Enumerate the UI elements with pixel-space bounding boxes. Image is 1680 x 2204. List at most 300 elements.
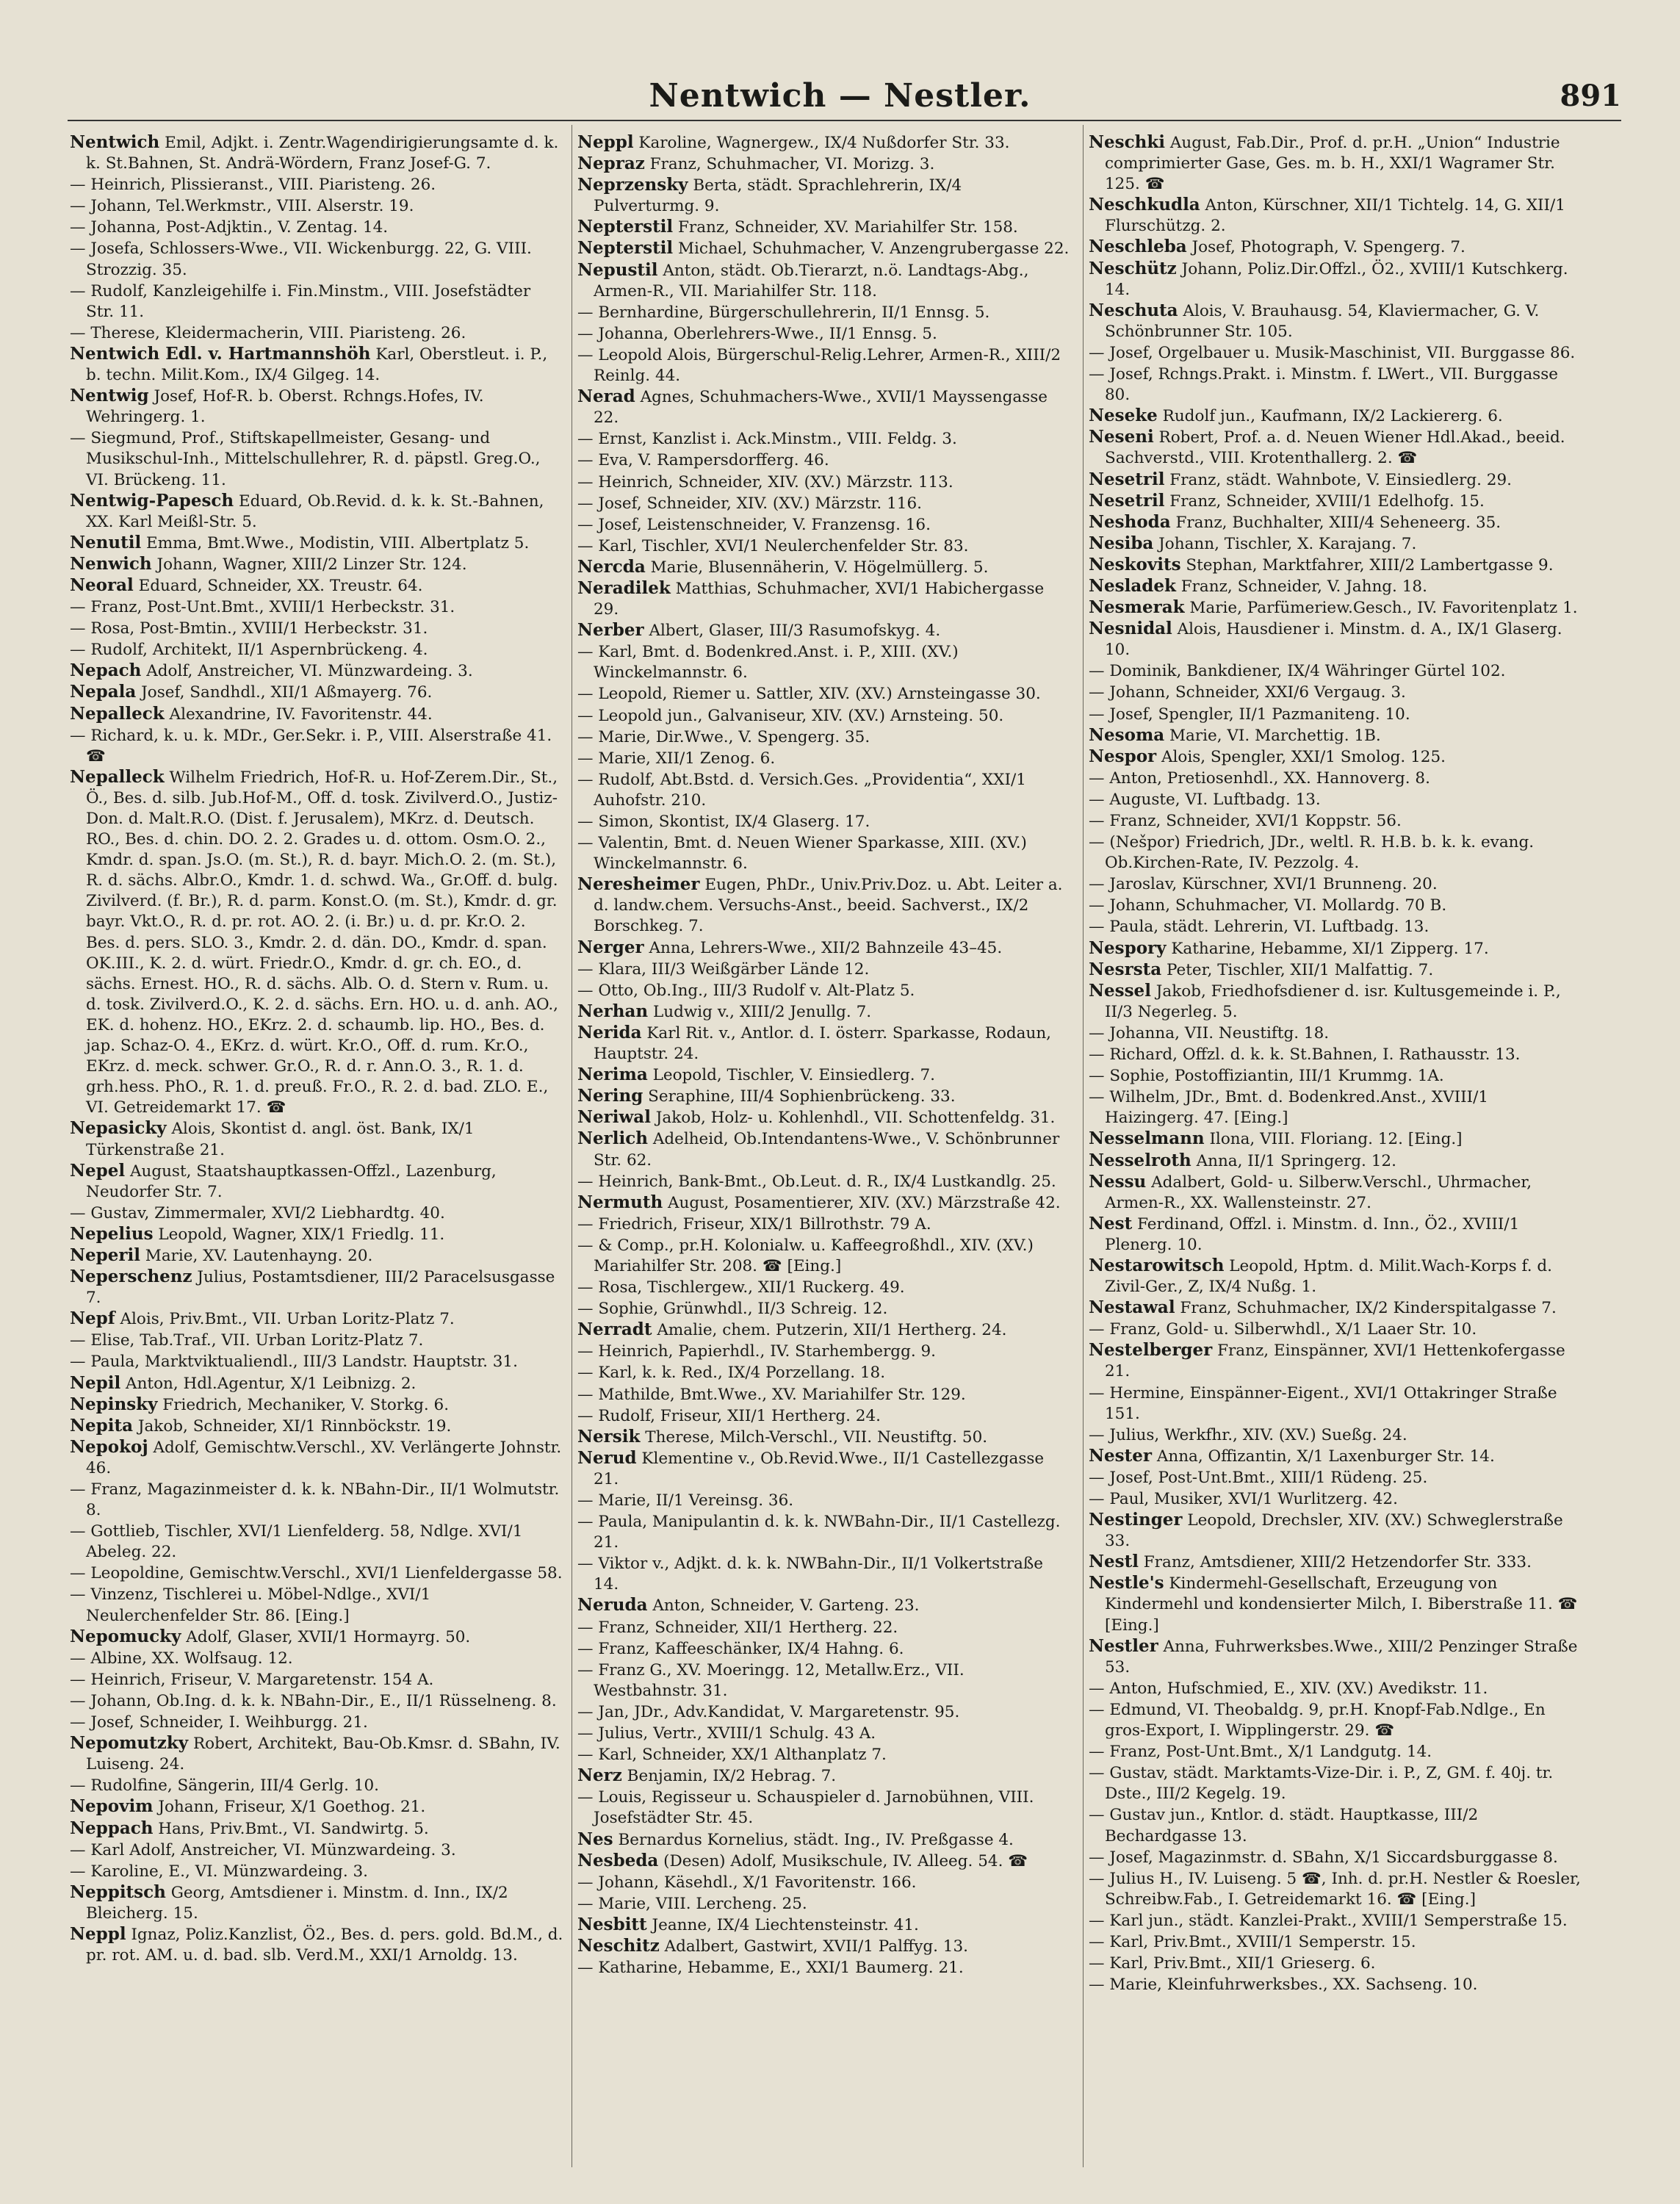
entry-details: Franz, Buchhalter, XIII/4 Seheneerg. 35. — [1170, 513, 1501, 532]
directory-entry — [70, 533, 563, 554]
directory-entry — [1089, 1023, 1582, 1044]
entry-surname: Nessel — [1089, 980, 1151, 1001]
directory-entry — [70, 1245, 563, 1267]
entry-details: Klementine v., Ob.Revid.Wwe., II/1 Castellezgasse 21. — [594, 1449, 1045, 1488]
entry-details: Johann, Friseur, X/1 Goethog. 21. — [153, 1798, 426, 1817]
entry-details: Friedrich, Mechaniker, V. Storkg. 6. — [157, 1395, 450, 1414]
directory-entry — [577, 1235, 1071, 1277]
directory-entry — [577, 832, 1071, 874]
directory-entry — [70, 491, 563, 533]
directory-entry — [70, 217, 563, 238]
directory-entry — [577, 683, 1071, 705]
directory-entry — [1089, 576, 1582, 597]
directory-entry — [70, 575, 563, 597]
entry-surname: Neskovits — [1089, 554, 1181, 575]
directory-entry — [577, 1723, 1071, 1744]
directory-column-3 — [1089, 132, 1582, 1995]
entry-details: — Paula, Manipulantin d. k. k. NWBahn-Dir., II/1 Castellezg. 21. — [577, 1513, 1061, 1552]
running-title: Nentwich — Nestler. — [649, 77, 1031, 115]
directory-entry — [577, 705, 1071, 727]
entry-details: Jeanne, IX/4 Liechtensteinstr. 41. — [646, 1915, 919, 1934]
entry-surname: Nespory — [1089, 937, 1167, 958]
entry-surname: Nepalleck — [70, 703, 165, 724]
entry-details: Ludwig v., XIII/2 Jenullg. 7. — [648, 1002, 872, 1021]
directory-entry — [577, 980, 1071, 1001]
entry-surname: Nessu — [1089, 1171, 1147, 1192]
entry-surname: Neppitsch — [70, 1881, 166, 1902]
directory-entry — [577, 1765, 1071, 1787]
entry-details: Berta, städt. Sprachlehrerin, IX/4 Pulverturmg. 9. — [594, 176, 962, 216]
entry-details: Julius, Postamtsdiener, III/2 Paracelsusgasse 7. — [86, 1268, 555, 1308]
entry-details: Adolf, Gemischtw.Verschl., XV. Verlängerte Johnstr. 46. — [86, 1438, 562, 1477]
entry-surname: Nenwich — [70, 553, 152, 574]
directory-entry — [577, 727, 1071, 748]
entry-details: — Josefa, Schlossers-Wwe., VII. Wickenburgg. 22, G. VIII. Strozzig. 35. — [70, 240, 532, 279]
directory-entry — [577, 1298, 1071, 1319]
entry-details: Michael, Schuhmacher, V. Anzengrubergasse 22. — [673, 240, 1070, 259]
entry-details: — Marie, VIII. Lercheng. 25. — [577, 1894, 807, 1913]
directory-entry — [1089, 682, 1582, 703]
entry-surname: Nes — [577, 1829, 613, 1849]
entry-details: — Wilhelm, JDr., Bmt. d. Bodenkred.Anst., XVIII/1 Haizingerg. 47. [Eing.] — [1089, 1088, 1488, 1128]
entry-details: Adelheid, Ob.Intendantens-Wwe., V. Schönbrunner Str. 62. — [594, 1130, 1060, 1170]
entry-surname: Nepf — [70, 1308, 115, 1329]
entry-details: — Rudolf, Kanzleigehilfe i. Fin.Minstm., VIII. Josefstädter Str. 11. — [70, 281, 531, 321]
directory-entry — [577, 450, 1071, 471]
entry-surname: Nesmerak — [1089, 597, 1185, 618]
directory-entry — [577, 1086, 1071, 1107]
entry-details: — Johann, Käsehdl., X/1 Favoritenstr. 166. — [577, 1873, 917, 1892]
entry-details: Matthias, Schuhmacher, XVI/1 Habichergasse 29. — [594, 579, 1045, 619]
entry-details: Bernardus Kornelius, städt. Ing., IV. Preßgasse 4. — [613, 1830, 1014, 1849]
directory-entry — [577, 323, 1071, 345]
directory-entry — [577, 1001, 1071, 1023]
entry-surname: Nerz — [577, 1765, 622, 1786]
directory-entry — [1089, 1044, 1582, 1065]
directory-entry — [577, 1171, 1071, 1192]
directory-entry — [70, 639, 563, 660]
directory-entry — [70, 1521, 563, 1563]
directory-entry — [70, 1584, 563, 1626]
directory-entry — [1089, 746, 1582, 768]
directory-entry — [70, 682, 563, 703]
entry-details: — Bernhardine, Bürgerschullehrerin, II/1 Ennsg. 5. — [577, 303, 990, 322]
directory-entry — [577, 1107, 1071, 1128]
directory-entry — [577, 1851, 1071, 1872]
directory-entry — [1089, 1446, 1582, 1467]
directory-entry — [70, 1437, 563, 1479]
directory-entry — [1089, 597, 1582, 619]
entry-details: — Sophie, Postoffiziantin, III/1 Krummg. 1A. — [1089, 1067, 1444, 1086]
directory-entry — [70, 1330, 563, 1351]
directory-entry — [577, 1319, 1071, 1341]
directory-entry — [70, 281, 563, 323]
entry-details: Franz, Schneider, XVIII/1 Edelhofg. 15. — [1164, 491, 1485, 511]
entry-surname: Nepraz — [577, 154, 645, 174]
entry-surname: Nespor — [1089, 746, 1157, 766]
entry-details: — Leopoldine, Gemischtw.Verschl., XVI/1 Lienfeldergasse 58. — [70, 1564, 563, 1583]
directory-entry — [1089, 1573, 1582, 1635]
entry-details: — Heinrich, Friseur, V. Margaretenstr. 154 A. — [70, 1670, 434, 1689]
entry-details: Emma, Bmt.Wwe., Modistin, VIII. Albertplatz 5. — [141, 533, 530, 552]
directory-entry — [577, 959, 1071, 980]
directory-entry — [70, 618, 563, 639]
directory-entry — [1089, 469, 1582, 491]
directory-entry — [577, 1701, 1071, 1723]
directory-entry — [1089, 1868, 1582, 1910]
directory-entry — [577, 1595, 1071, 1616]
entry-surname: Nestl — [1089, 1552, 1139, 1572]
entry-details: — Albine, XX. Wolfsaug. 12. — [70, 1649, 293, 1668]
directory-entry — [1089, 1467, 1582, 1488]
directory-entry — [70, 767, 563, 1119]
directory-entry — [70, 238, 563, 280]
entry-details: — Friedrich, Friseur, XIX/1 Billrothstr. 79 A. — [577, 1214, 931, 1234]
directory-entry — [1089, 959, 1582, 981]
entry-surname: Nesiba — [1089, 533, 1154, 553]
entry-surname: Nesetril — [1089, 490, 1165, 511]
directory-entry — [577, 1617, 1071, 1638]
entry-details: — Leopold jun., Galvaniseur, XIV. (XV.) Arnsteing. 50. — [577, 706, 1004, 725]
entry-surname: Nesbeda — [577, 1850, 659, 1870]
entry-details: Karl, Oberstleut. i. P., b. techn. Milit.Kom., IX/4 Gilgeg. 14. — [86, 345, 548, 385]
directory-entry — [577, 386, 1071, 428]
directory-entry — [1089, 1552, 1582, 1573]
entry-details: Therese, Milch-Verschl., VII. Neustiftg. 50. — [640, 1427, 988, 1447]
entry-details: Leopold, Wagner, XIX/1 Friedlg. 11. — [153, 1225, 445, 1244]
entry-surname: Nering — [577, 1086, 643, 1106]
entry-surname: Neschütz — [1089, 258, 1177, 278]
directory-entry — [1089, 1425, 1582, 1446]
directory-entry — [70, 386, 563, 428]
entry-details: — Ernst, Kanzlist i. Ack.Minstm., VIII. Feldg. 3. — [577, 430, 957, 449]
entry-surname: Nepterstil — [577, 217, 674, 237]
entry-surname: Nestinger — [1089, 1510, 1183, 1530]
directory-entry — [577, 217, 1071, 238]
entry-surname: Nepomutzky — [70, 1733, 189, 1754]
directory-entry — [70, 1882, 563, 1924]
directory-entry — [577, 1511, 1071, 1553]
directory-entry — [577, 874, 1071, 937]
directory-entry — [1089, 1699, 1582, 1741]
entry-details: — Gottlieb, Tischler, XVI/1 Lienfelderg. 58, Ndlge. XVI/1 Abeleg. 22. — [70, 1522, 523, 1562]
page-number: 891 — [1560, 79, 1621, 113]
directory-entry — [577, 493, 1071, 514]
entry-surname: Nentwig-Papesch — [70, 490, 234, 511]
directory-entry — [1089, 895, 1582, 916]
directory-entry — [70, 1267, 563, 1308]
directory-column-2 — [577, 132, 1071, 1978]
directory-entry — [577, 1829, 1071, 1851]
directory-entry — [577, 1214, 1071, 1235]
entry-details: Alois, Priv.Bmt., VII. Urban Loritz-Platz 7. — [115, 1310, 455, 1329]
directory-entry — [70, 1924, 563, 1966]
entry-details: — Josef, Leistenschneider, V. Franzensg. 16. — [577, 515, 931, 534]
entry-details: Ignaz, Poliz.Kanzlist, Ö2., Bes. d. pers. gold. Bd.M., d. pr. rot. AM. u. d. bad. slb. Verd.M., XXI/1 Arnoldg. 13. — [86, 1925, 563, 1965]
entry-surname: Nesnidal — [1089, 619, 1172, 639]
directory-entry — [1089, 916, 1582, 937]
entry-details: — Hermine, Einspänner-Eigent., XVI/1 Ottakringer Straße 151. — [1089, 1383, 1557, 1423]
entry-details: — Anton, Pretiosenhdl., XX. Hannoverg. 8. — [1089, 768, 1430, 788]
directory-entry — [1089, 1847, 1582, 1868]
entry-details: Eduard, Ob.Revid. d. k. k. St.-Bahnen, XX. Karl Meißl-Str. 5. — [86, 491, 544, 531]
entry-details: — Rosa, Tischlergew., XII/1 Ruckerg. 49. — [577, 1278, 905, 1297]
directory-entry — [70, 1690, 563, 1712]
entry-details: — Otto, Ob.Ing., III/3 Rudolf v. Alt-Platz 5. — [577, 981, 915, 1000]
directory-entry — [70, 1861, 563, 1882]
directory-entry — [1089, 364, 1582, 406]
directory-entry — [1089, 981, 1582, 1023]
directory-entry — [1089, 237, 1582, 258]
directory-entry — [1089, 533, 1582, 555]
entry-surname: Nermuth — [577, 1192, 663, 1212]
entry-details: — Johanna, Post-Adjktin., V. Zentag. 14. — [70, 218, 389, 237]
entry-details: — Julius, Vertr., XVIII/1 Schulg. 43 A. — [577, 1724, 876, 1743]
entry-details: — Marie, Dir.Wwe., V. Spengerg. 35. — [577, 727, 870, 746]
entry-surname: Neshoda — [1089, 511, 1171, 532]
directory-entry — [70, 1712, 563, 1733]
entry-surname: Neriwal — [577, 1107, 651, 1128]
entry-details: — Rudolfine, Sängerin, III/4 Gerlg. 10. — [70, 1776, 379, 1796]
entry-surname: Nepokoj — [70, 1436, 148, 1457]
directory-entry — [1089, 810, 1582, 832]
entry-details: Marie, VI. Marchettig. 1B. — [1164, 726, 1381, 745]
directory-entry — [1089, 1678, 1582, 1699]
directory-entry — [1089, 1931, 1582, 1953]
entry-details: — Johanna, Oberlehrers-Wwe., II/1 Ennsg. 5. — [577, 324, 937, 343]
entry-details: Rudolf jun., Kaufmann, IX/2 Lackiererg. 6. — [1157, 407, 1503, 426]
entry-details: — Karl jun., städt. Kanzlei-Prakt., XVIII/1 Semperstraße 15. — [1089, 1911, 1568, 1930]
entry-details: Peter, Tischler, XII/1 Malfattig. 7. — [1161, 960, 1434, 979]
directory-entry — [577, 154, 1071, 175]
directory-entry — [1089, 1172, 1582, 1214]
entry-details: Alois, Hausdiener i. Minstm. d. A., IX/1 Glaserg. 10. — [1105, 620, 1562, 660]
entry-surname: Neperschenz — [70, 1267, 192, 1287]
entry-surname: Neschki — [1089, 132, 1166, 152]
directory-entry — [1089, 1214, 1582, 1256]
directory-entry — [1089, 1383, 1582, 1425]
entry-details: — Rosa, Post-Bmtin., XVIII/1 Herbeckstr. 31. — [70, 619, 428, 638]
directory-entry — [70, 1203, 563, 1224]
directory-entry — [577, 1427, 1071, 1448]
entry-details: August, Posamentierer, XIV. (XV.) Märzstraße 42. — [663, 1193, 1061, 1212]
entry-details: Marie, Blusennäherin, V. Högelmüllerg. 5. — [645, 558, 989, 577]
entry-details: Adolf, Glaser, XVII/1 Hormayrg. 50. — [181, 1627, 471, 1646]
entry-surname: Nepel — [70, 1160, 126, 1181]
entry-details: Karl Rit. v., Antlor. d. I. österr. Sparkasse, Rodaun, Hauptstr. 24. — [594, 1023, 1052, 1064]
entry-details: — Gustav jun., Kntlor. d. städt. Hauptkasse, III/2 Bechardgasse 13. — [1089, 1806, 1479, 1845]
entry-details: Alois, Spengler, XXI/1 Smolog. 125. — [1156, 747, 1446, 766]
directory-entry — [1089, 1065, 1582, 1087]
entry-surname: Nesselroth — [1089, 1150, 1191, 1170]
directory-entry — [70, 1669, 563, 1690]
directory-entry — [70, 1796, 563, 1818]
entry-details: Adalbert, Gastwirt, XVII/1 Palffyg. 13. — [659, 1937, 969, 1956]
directory-entry — [1089, 195, 1582, 237]
entry-details: — Franz G., XV. Moeringg. 12, Metallw.Erz., VII. Westbahnstr. 31. — [577, 1660, 965, 1700]
entry-details: — Franz, Schneider, XVI/1 Koppstr. 56. — [1089, 812, 1402, 830]
entry-surname: Nepasicky — [70, 1118, 167, 1139]
entry-surname: Nestelberger — [1089, 1340, 1213, 1361]
entry-surname: Nepala — [70, 682, 137, 702]
entry-details: — Rudolf, Architekt, II/1 Aspernbrückeng. 4. — [70, 641, 428, 660]
entry-details: — Karl, k. k. Red., IX/4 Porzellang. 18. — [577, 1364, 886, 1383]
entry-details: — Leopold, Riemer u. Sattler, XIV. (XV.) Arnsteingasse 30. — [577, 685, 1041, 704]
entry-details: — Josef, Spengler, II/1 Pazmaniteng. 10. — [1089, 705, 1410, 724]
directory-column-1 — [70, 132, 563, 1966]
directory-entry — [70, 132, 563, 174]
entry-details: — Richard, k. u. k. MDr., Ger.Sekr. i. P., VIII. Alserstraße 41. ☎ — [70, 726, 552, 766]
directory-entry — [70, 725, 563, 767]
entry-details: — Josef, Schneider, I. Weihburgg. 21. — [70, 1713, 368, 1732]
directory-entry — [1089, 1319, 1582, 1340]
entry-details: August, Fab.Dir., Prof. d. pr.H. „Union“ Industrie comprimierter Gase, Ges. m. b. H., XXI/1 Wagramer Str. 125. ☎ — [1105, 134, 1560, 194]
entry-details: — Julius H., IV. Luiseng. 5 ☎, Inh. d. pr.H. Nestler & Roesler, Schreibw.Fab., I. Getreidemarkt 16. ☎ [Eing.] — [1089, 1869, 1581, 1909]
entry-details: Johann, Poliz.Dir.Offzl., Ö2., XVIII/1 Kutschkerg. 14. — [1105, 259, 1568, 299]
entry-details: — Sophie, Grünwhdl., II/3 Schreig. 12. — [577, 1300, 888, 1319]
entry-surname: Nepelius — [70, 1223, 154, 1244]
entry-details: Franz, städt. Wahnbote, V. Einsiedlerg. 29. — [1164, 470, 1512, 489]
entry-details: Adolf, Anstreicher, VI. Münzwardeing. 3. — [141, 662, 473, 681]
entry-surname: Nestawal — [1089, 1297, 1175, 1318]
entry-details: — Simon, Skontist, IX/4 Glaserg. 17. — [577, 813, 870, 831]
directory-entry — [1089, 1974, 1582, 1995]
directory-entry — [70, 1627, 563, 1648]
entry-details: Ilona, VIII. Floriang. 12. [Eing.] — [1204, 1130, 1463, 1149]
entry-details: Anna, Fuhrwerksbes.Wwe., XIII/2 Penzinger Straße 53. — [1105, 1637, 1578, 1677]
entry-details: — Viktor v., Adjkt. d. k. k. NWBahn-Dir., II/1 Volkertstraße 14. — [577, 1555, 1043, 1594]
entry-surname: Nesbitt — [577, 1914, 647, 1934]
directory-entry — [70, 1733, 563, 1775]
directory-entry — [70, 554, 563, 575]
directory-entry — [1089, 491, 1582, 512]
entry-details: — Franz, Schneider, XII/1 Hertherg. 22. — [577, 1618, 898, 1637]
header-rule — [68, 120, 1621, 121]
entry-details: Johann, Tischler, X. Karajang. 7. — [1153, 534, 1417, 553]
directory-entry — [577, 557, 1071, 578]
entry-details: — Franz, Kaffeeschänker, IX/4 Hahng. 6. — [577, 1639, 904, 1658]
directory-entry — [577, 1744, 1071, 1765]
directory-entry — [1089, 300, 1582, 342]
entry-details: Robert, Prof. a. d. Neuen Wiener Hdl.Akad., beeid. Sachverstd., VIII. Krotenthallerg. 2. ☎ — [1105, 428, 1565, 468]
entry-details: Georg, Amtsdiener i. Minstm. d. Inn., IX/2 Bleicherg. 15. — [86, 1883, 508, 1923]
directory-entry — [1089, 427, 1582, 469]
entry-details: Anton, Kürschner, XII/1 Tichtelg. 14, G. XII/1 Flurschützg. 2. — [1105, 196, 1565, 236]
entry-surname: Nesoma — [1089, 724, 1165, 745]
directory-entry — [70, 1224, 563, 1245]
directory-entry — [577, 175, 1071, 217]
directory-entry — [70, 1479, 563, 1521]
entry-details: Stephan, Marktfahrer, XIII/2 Lambertgasse 9. — [1180, 555, 1554, 575]
directory-entry — [1089, 512, 1582, 533]
directory-entry — [577, 1553, 1071, 1595]
entry-details: Hans, Priv.Bmt., VI. Sandwirtg. 5. — [153, 1819, 429, 1838]
directory-entry — [1089, 725, 1582, 746]
entry-details: Jakob, Friedhofsdiener d. isr. Kultusgemeinde i. P., II/3 Negerleg. 5. — [1105, 982, 1561, 1021]
entry-surname: Nepil — [70, 1372, 121, 1393]
entry-details: — Heinrich, Schneider, XIV. (XV.) Märzstr. 113. — [577, 472, 953, 491]
entry-surname: Neschleba — [1089, 237, 1187, 257]
directory-entry — [1089, 259, 1582, 300]
entry-details: Robert, Architekt, Bau-Ob.Kmsr. d. SBahn, IV. Luiseng. 24. — [86, 1735, 560, 1774]
directory-entry — [70, 195, 563, 217]
entry-details: Josef, Photograph, V. Spengerg. 7. — [1186, 238, 1466, 257]
directory-entry — [577, 1660, 1071, 1701]
entry-details: — Karl, Priv.Bmt., XVIII/1 Semperstr. 15. — [1089, 1932, 1416, 1951]
directory-entry — [577, 514, 1071, 536]
entry-surname: Nester — [1089, 1445, 1152, 1466]
directory-entry — [1089, 132, 1582, 195]
directory-entry — [577, 1448, 1071, 1490]
directory-entry — [577, 1936, 1071, 1957]
directory-entry — [577, 302, 1071, 323]
directory-entry — [70, 344, 563, 386]
entry-details: Marie, Parfümeriew.Gesch., IV. Favoritenplatz 1. — [1184, 599, 1578, 618]
entry-details: Adalbert, Gold- u. Silberw.Verschl., Uhrmacher, Armen-R., XX. Wallensteinstr. 27. — [1105, 1173, 1532, 1212]
directory-entry — [577, 1957, 1071, 1978]
entry-details: Benjamin, IX/2 Hebrag. 7. — [621, 1767, 837, 1786]
entry-details: — Heinrich, Plissieranst., VIII. Piaristeng. 26. — [70, 176, 436, 195]
entry-details: — Franz, Magazinmeister d. k. k. NBahn-Dir., II/1 Wolmutstr. 8. — [70, 1480, 560, 1520]
entry-surname: Nestarowitsch — [1089, 1255, 1225, 1275]
directory-entry — [70, 1394, 563, 1416]
entry-surname: Nestle's — [1089, 1573, 1164, 1593]
directory-entry — [70, 323, 563, 344]
directory-entry — [1089, 1741, 1582, 1762]
entry-details: Eugen, PhDr., Univ.Priv.Doz. u. Abt. Leiter a. d. landw.chem. Versuchs-Anst., beeid. Sachverst., IX/2 Borschkeg. 7. — [594, 876, 1063, 936]
directory-entry — [1089, 789, 1582, 810]
entry-details: Alois, Skontist d. angl. öst. Bank, IX/1 Türkenstraße 21. — [86, 1120, 475, 1159]
entry-details: — Franz, Post-Unt.Bmt., X/1 Landgutg. 14. — [1089, 1743, 1432, 1762]
entry-surname: Nestler — [1089, 1635, 1158, 1656]
entry-details: — Valentin, Bmt. d. Neuen Wiener Sparkasse, XIII. (XV.) Winckelmannstr. 6. — [577, 834, 1027, 874]
directory-entry — [70, 1373, 563, 1394]
entry-details: Johann, Wagner, XIII/2 Linzer Str. 124. — [151, 555, 467, 574]
entry-details: — Therese, Kleidermacherin, VIII. Piaristeng. 26. — [70, 323, 466, 342]
directory-entry — [1089, 874, 1582, 895]
entry-details: — Heinrich, Bank-Bmt., Ob.Leut. d. R., IX/4 Lustkandlg. 25. — [577, 1172, 1056, 1191]
entry-details: Anna, II/1 Springerg. 12. — [1191, 1151, 1396, 1170]
directory-entry — [70, 1351, 563, 1372]
directory-entry — [1089, 660, 1582, 682]
entry-details: Anton, städt. Ob.Tierarzt, n.ö. Landtags-Abg., Armen-R., VII. Mariahilfer Str. 118. — [594, 261, 1029, 300]
entry-surname: Neschkudla — [1089, 195, 1200, 215]
directory-entry — [577, 472, 1071, 493]
entry-surname: Nerber — [577, 620, 644, 641]
entry-surname: Nepinsky — [70, 1394, 158, 1414]
entry-details: — Johann, Schneider, XXI/6 Vergaug. 3. — [1089, 683, 1406, 702]
entry-surname: Neradilek — [577, 577, 671, 598]
directory-entry — [1089, 1910, 1582, 1931]
entry-details: — Marie, XII/1 Zenog. 6. — [577, 749, 776, 768]
entry-surname: Nenutil — [70, 532, 142, 552]
entry-surname: Neppl — [577, 132, 634, 152]
entry-surname: Nesetril — [1089, 469, 1165, 489]
directory-entry — [1089, 1087, 1582, 1128]
entry-details: Leopold, Drechsler, XIV. (XV.) Schweglerstraße 33. — [1105, 1511, 1563, 1551]
entry-details: Ferdinand, Offzl. i. Minstm. d. Inn., Ö2., XVIII/1 Plenerg. 10. — [1105, 1214, 1520, 1254]
entry-details: — Jaroslav, Kürschner, XVI/1 Brunneng. 20. — [1089, 875, 1438, 894]
directory-entry — [1089, 1636, 1582, 1678]
directory-entry — [577, 811, 1071, 832]
directory-entry — [577, 641, 1071, 683]
entry-surname: Neppl — [70, 1923, 126, 1944]
entry-details: — Heinrich, Papierhdl., IV. Starhembergg. 9. — [577, 1342, 937, 1361]
entry-details: Leopold, Hptm. d. Milit.Wach-Korps f. d. Zivil-Ger., Z, IX/4 Nußg. 1. — [1105, 1256, 1552, 1297]
entry-surname: Nesselmann — [1089, 1128, 1205, 1149]
entry-details: Alexandrine, IV. Favoritenstr. 44. — [164, 705, 433, 724]
directory-entry — [577, 1872, 1071, 1893]
